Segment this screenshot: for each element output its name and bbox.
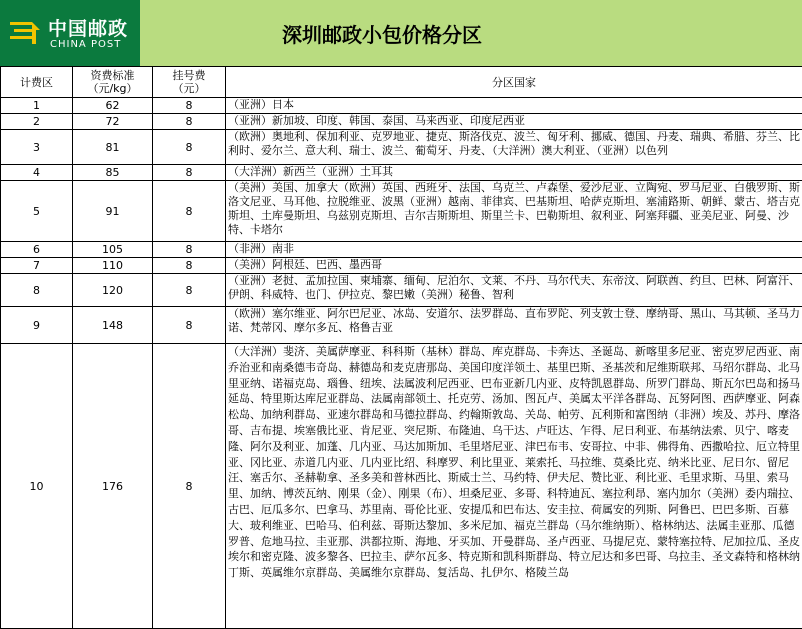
registration-fee-cell: 8 bbox=[153, 344, 226, 629]
post-emblem-icon bbox=[8, 18, 42, 48]
table-row bbox=[1, 344, 802, 629]
countries-text: （亚洲）新加坡、印度、韩国、泰国、马来西亚、印度尼西亚 bbox=[228, 114, 800, 129]
page-header bbox=[0, 0, 802, 66]
table-row bbox=[1, 165, 802, 181]
registration-fee-cell: 8 bbox=[153, 165, 226, 181]
table-row bbox=[1, 98, 802, 114]
zone-cell: 8 bbox=[1, 274, 73, 307]
rate-cell: 72 bbox=[73, 114, 153, 130]
logo-english-text: CHINA POST bbox=[50, 39, 121, 50]
zone-cell: 10 bbox=[1, 344, 73, 629]
table-row bbox=[1, 258, 802, 274]
registration-header-line1: 挂号费 bbox=[153, 69, 225, 82]
countries-cell bbox=[226, 114, 802, 130]
rate-cell: 120 bbox=[73, 274, 153, 307]
page-title: 深圳邮政小包价格分区 bbox=[282, 19, 482, 48]
rate-cell: 62 bbox=[73, 98, 153, 114]
registration-fee-column-header bbox=[153, 67, 226, 98]
countries-text: （欧洲）奥地利、保加利亚、克罗地亚、捷克、斯洛伐克、波兰、匈牙利、挪威、德国、丹麦、瑞典、希腊、芬兰、比利时、爱尔兰、意大利、瑞士、波兰、葡萄牙、丹麦、（大洋洲）澳大利亚、（亚洲）以色列 bbox=[228, 130, 800, 164]
countries-text: （亚洲）老挝、孟加拉国、柬埔寨、缅甸、尼泊尔、文莱、不丹、马尔代夫、东帝汶、阿联酋、约旦、巴林、阿富汗、伊朗、科威特、也门、伊拉克、黎巴嫩（美洲）秘鲁、智利 bbox=[228, 274, 800, 306]
countries-cell bbox=[226, 165, 802, 181]
rate-column-header bbox=[73, 67, 153, 98]
countries-text: （美洲）阿根廷、巴西、墨西哥 bbox=[228, 258, 800, 273]
countries-cell bbox=[226, 98, 802, 114]
countries-text: （大洋洲）斐济、美属萨摩亚、科科斯（基林）群岛、库克群岛、卡奔达、圣诞岛、新喀里多尼亚、密克罗尼西亚、南乔治亚和南桑德韦奇岛、赫德岛和麦克唐那岛、美国印度洋领土、基里巴斯、圣基茨和尼维斯联邦、马绍尔群岛、北马里亚纳、诺福克岛、瑙鲁、纽埃、法属波利尼西亚、巴布亚新几内亚、皮特凯恩群岛、所罗门群岛、斯瓦尔巴岛和扬马延岛、特里斯达库尼亚群岛、法属南部领土、托克劳、汤加、图瓦卢、美属太平洋各群岛、瓦努阿图、西萨摩亚、阿森松岛、加纳利群岛、亚速尔群岛和马德拉群岛、约翰斯敦岛、关岛、帕劳、瓦利斯和富图纳（非洲）埃及、苏丹、摩洛哥、吉布提、埃塞俄比亚、肯尼亚、突尼斯、布隆迪、乌干达、卢旺达、乍得、尼日利亚、布基纳法索、贝宁、喀麦隆、阿尔及利亚、加蓬、几内亚、马达加斯加、毛里塔尼亚、津巴布韦、安哥拉、中非、佛得角、西撒哈拉、厄立特里亚、冈比亚、赤道几内亚、几内亚比绍、科摩罗、利比里亚、莱索托、马拉维、莫桑比克、纳米比亚、尼日尔、留尼汪、塞舌尔、圣赫勒拿、圣多美和普林西比、斯威士兰、马约特、伊夫尼、赞比亚、利比亚、毛里求斯、马里、索马里、加纳、博茨瓦纳、刚果（金）、刚果（布）、坦桑尼亚、多哥、科特迪瓦、塞拉利昂、塞内加尔（美洲）委内瑞拉、古巴、厄瓜多尔、巴拿马、苏里南、哥伦比亚、安提瓜和巴布达、安圭拉、荷属安的列斯、阿鲁巴、巴巴多斯、百慕大、玻利维亚、巴哈马、伯利兹、哥斯达黎加、多米尼加、福克兰群岛（马尔维纳斯）、格林纳达、法属圭亚那、瓜德罗普、危地马拉、圭亚那、洪都拉斯、海地、牙买加、开曼群岛、圣卢西亚、马提尼克、蒙特塞拉特、尼加拉瓜、圣皮埃尔和密克隆、波多黎各、巴拉圭、萨尔瓦多、特克斯和凯科斯群岛、特立尼达和多巴哥、乌拉圭、圣文森特和格林纳丁斯、英属维尔京群岛、美属维尔京群岛、复活岛、扎伊尔、格陵兰岛 bbox=[228, 344, 800, 628]
registration-fee-cell: 8 bbox=[153, 307, 226, 344]
rate-cell: 110 bbox=[73, 258, 153, 274]
countries-cell bbox=[226, 130, 802, 165]
zone-cell: 5 bbox=[1, 181, 73, 242]
table-row bbox=[1, 242, 802, 258]
registration-fee-cell: 8 bbox=[153, 114, 226, 130]
countries-text: （美洲）美国、加拿大（欧洲）英国、西班牙、法国、乌克兰、卢森堡、爱沙尼亚、立陶宛、罗马尼亚、白俄罗斯、斯洛文尼亚、马耳他、拉脱维亚、波黑（亚洲）越南、菲律宾、巴基斯坦、哈萨克斯坦、塞浦路斯、朝鲜、蒙古、塔吉克斯坦、土库曼斯坦、乌兹别克斯坦、吉尔吉斯斯坦、斯里兰卡、巴勒斯坦、叙利亚、阿塞拜疆、亚美尼亚、阿曼、沙特、卡塔尔 bbox=[228, 181, 800, 241]
table-row bbox=[1, 307, 802, 344]
rate-cell: 105 bbox=[73, 242, 153, 258]
registration-fee-cell: 8 bbox=[153, 130, 226, 165]
rate-header-line2: （元/kg） bbox=[73, 82, 152, 95]
rate-cell: 85 bbox=[73, 165, 153, 181]
countries-column-header: 分区国家 bbox=[226, 67, 802, 98]
countries-cell bbox=[226, 274, 802, 307]
table-row bbox=[1, 114, 802, 130]
countries-text: （大洋洲）新西兰（亚洲）土耳其 bbox=[228, 165, 800, 180]
zone-cell: 6 bbox=[1, 242, 73, 258]
countries-cell bbox=[226, 181, 802, 242]
title-bar bbox=[140, 0, 802, 66]
zone-cell: 3 bbox=[1, 130, 73, 165]
rate-header-line1: 资费标准 bbox=[73, 69, 152, 82]
table-row bbox=[1, 130, 802, 165]
table-header-row bbox=[1, 67, 802, 98]
rate-cell: 148 bbox=[73, 307, 153, 344]
countries-cell bbox=[226, 242, 802, 258]
registration-fee-cell: 8 bbox=[153, 98, 226, 114]
price-zone-table bbox=[0, 66, 802, 629]
countries-text: （非洲）南非 bbox=[228, 242, 800, 257]
table-row bbox=[1, 181, 802, 242]
logo-chinese-text: 中国邮政 bbox=[48, 14, 128, 41]
zone-cell: 1 bbox=[1, 98, 73, 114]
table-row bbox=[1, 274, 802, 307]
countries-cell bbox=[226, 258, 802, 274]
zone-cell: 4 bbox=[1, 165, 73, 181]
rate-cell: 81 bbox=[73, 130, 153, 165]
countries-cell bbox=[226, 307, 802, 344]
registration-fee-cell: 8 bbox=[153, 242, 226, 258]
zone-cell: 2 bbox=[1, 114, 73, 130]
countries-cell bbox=[226, 344, 802, 629]
registration-fee-cell: 8 bbox=[153, 274, 226, 307]
registration-fee-cell: 8 bbox=[153, 181, 226, 242]
registration-fee-cell: 8 bbox=[153, 258, 226, 274]
zone-cell: 9 bbox=[1, 307, 73, 344]
countries-text: （亚洲）日本 bbox=[228, 98, 800, 113]
zone-cell: 7 bbox=[1, 258, 73, 274]
registration-header-line2: （元） bbox=[153, 82, 225, 95]
china-post-logo bbox=[0, 0, 140, 66]
rate-cell: 176 bbox=[73, 344, 153, 629]
rate-cell: 91 bbox=[73, 181, 153, 242]
countries-text: （欧洲）塞尔维亚、阿尔巴尼亚、冰岛、安道尔、法罗群岛、直布罗陀、列支敦士登、摩纳哥、黑山、马其顿、圣马力诺、梵蒂冈、摩尔多瓦、格鲁吉亚 bbox=[228, 307, 800, 343]
zone-column-header: 计费区 bbox=[1, 67, 73, 98]
